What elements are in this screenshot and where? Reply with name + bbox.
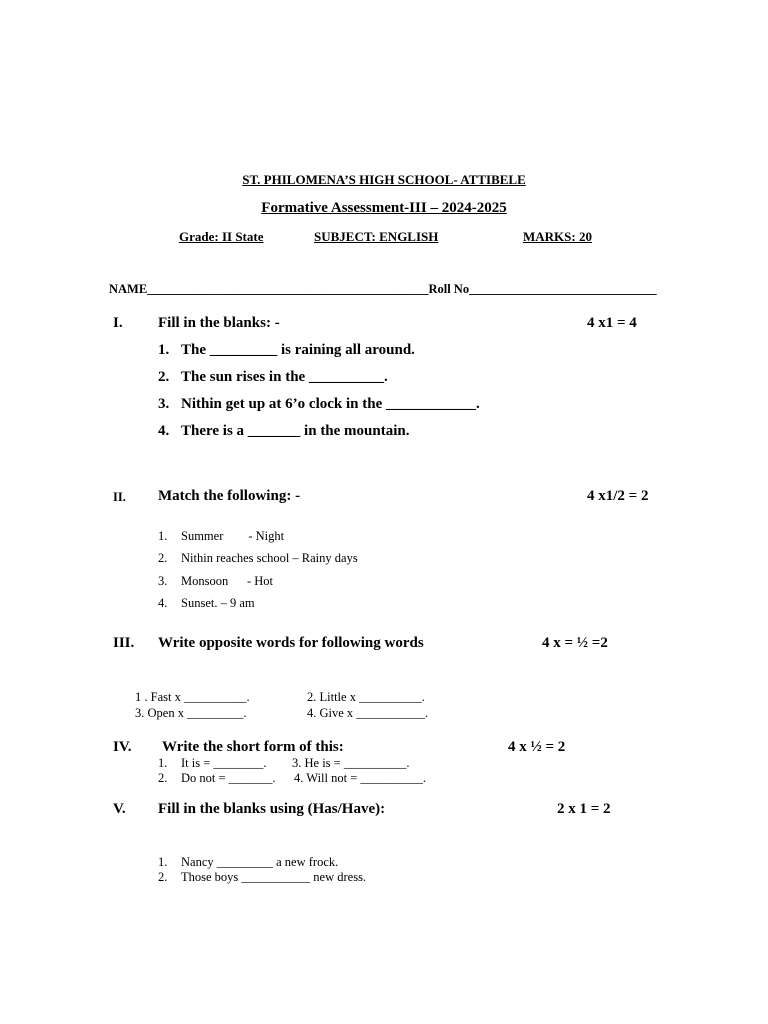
section-2-marks: 4 x1/2 = 2 bbox=[587, 488, 649, 504]
school-name: ST. PHILOMENA’S HIGH SCHOOL- ATTIBELE bbox=[242, 172, 526, 187]
section-4-marks: 4 x ½ = 2 bbox=[508, 739, 566, 755]
short-form-item: 3. He is = __________. bbox=[292, 756, 410, 770]
section-2-number: II. bbox=[113, 490, 126, 504]
subject-label: SUBJECT: ENGLISH bbox=[314, 229, 439, 244]
question-text: The sun rises in the __________. bbox=[181, 369, 388, 385]
section-5-number: V. bbox=[113, 801, 126, 817]
section-2-title: Match the following: - bbox=[158, 488, 301, 504]
short-form-item: 4. Will not = __________. bbox=[294, 771, 427, 785]
marks-label: MARKS: 20 bbox=[523, 229, 592, 244]
section-1-marks: 4 x1 = 4 bbox=[587, 315, 637, 331]
short-form-item: It is = ________. bbox=[181, 756, 267, 770]
question: 1. bbox=[158, 342, 170, 358]
short-form-item: Do not = _______. bbox=[181, 771, 276, 785]
question-text: The _________ is raining all around. bbox=[181, 342, 415, 358]
has-have-number: 2. bbox=[158, 870, 168, 884]
roll-label: Roll No bbox=[428, 282, 470, 296]
has-have-number: 1. bbox=[158, 855, 168, 869]
match-item: Summer - Night bbox=[181, 529, 285, 543]
section-4-title: Write the short form of this: bbox=[162, 739, 344, 755]
student-info-line bbox=[109, 282, 657, 297]
section-1-number: I. bbox=[113, 315, 123, 331]
section-1-title: Fill in the blanks: - bbox=[158, 315, 280, 331]
match-number: 3. bbox=[158, 574, 168, 588]
opposite-item: 3. Open x _________. bbox=[135, 706, 247, 720]
has-have-item: Nancy _________ a new frock. bbox=[181, 855, 339, 869]
name-label: NAME bbox=[109, 282, 148, 296]
grade-label: Grade: II State bbox=[179, 229, 264, 244]
match-item: Sunset. – 9 am bbox=[181, 596, 255, 610]
match-number: 1. bbox=[158, 529, 168, 543]
opposite-item: 4. Give x ___________. bbox=[307, 706, 429, 720]
opposite-item: 2. Little x __________. bbox=[307, 690, 425, 704]
section-3-marks: 4 x = ½ =2 bbox=[542, 635, 608, 651]
name-blank: _____________________________________________ bbox=[147, 282, 429, 296]
question: 4. bbox=[158, 423, 170, 439]
section-3-number: III. bbox=[113, 635, 135, 651]
question-text: Nithin get up at 6’o clock in the ____________. bbox=[181, 396, 480, 412]
match-item: Monsoon - Hot bbox=[181, 574, 274, 588]
question-text: There is a _______ in the mountain. bbox=[181, 423, 410, 439]
short-form-number: 1. bbox=[158, 756, 168, 770]
roll-blank: ______________________________ bbox=[469, 282, 657, 296]
match-number: 4. bbox=[158, 596, 168, 610]
question: 2. bbox=[158, 369, 170, 385]
match-item: Nithin reaches school – Rainy days bbox=[181, 551, 358, 565]
section-3-title: Write opposite words for following words bbox=[158, 635, 424, 651]
section-4-number: IV. bbox=[113, 739, 132, 755]
section-5-title: Fill in the blanks using (Has/Have): bbox=[158, 801, 386, 817]
match-number: 2. bbox=[158, 551, 168, 565]
question: 3. bbox=[158, 396, 170, 412]
opposite-item: 1 . Fast x __________. bbox=[135, 690, 250, 704]
has-have-item: Those boys ___________ new dress. bbox=[181, 870, 367, 884]
section-5-marks: 2 x 1 = 2 bbox=[557, 801, 611, 817]
assessment-title: Formative Assessment-III – 2024-2025 bbox=[261, 200, 507, 216]
short-form-number: 2. bbox=[158, 771, 168, 785]
